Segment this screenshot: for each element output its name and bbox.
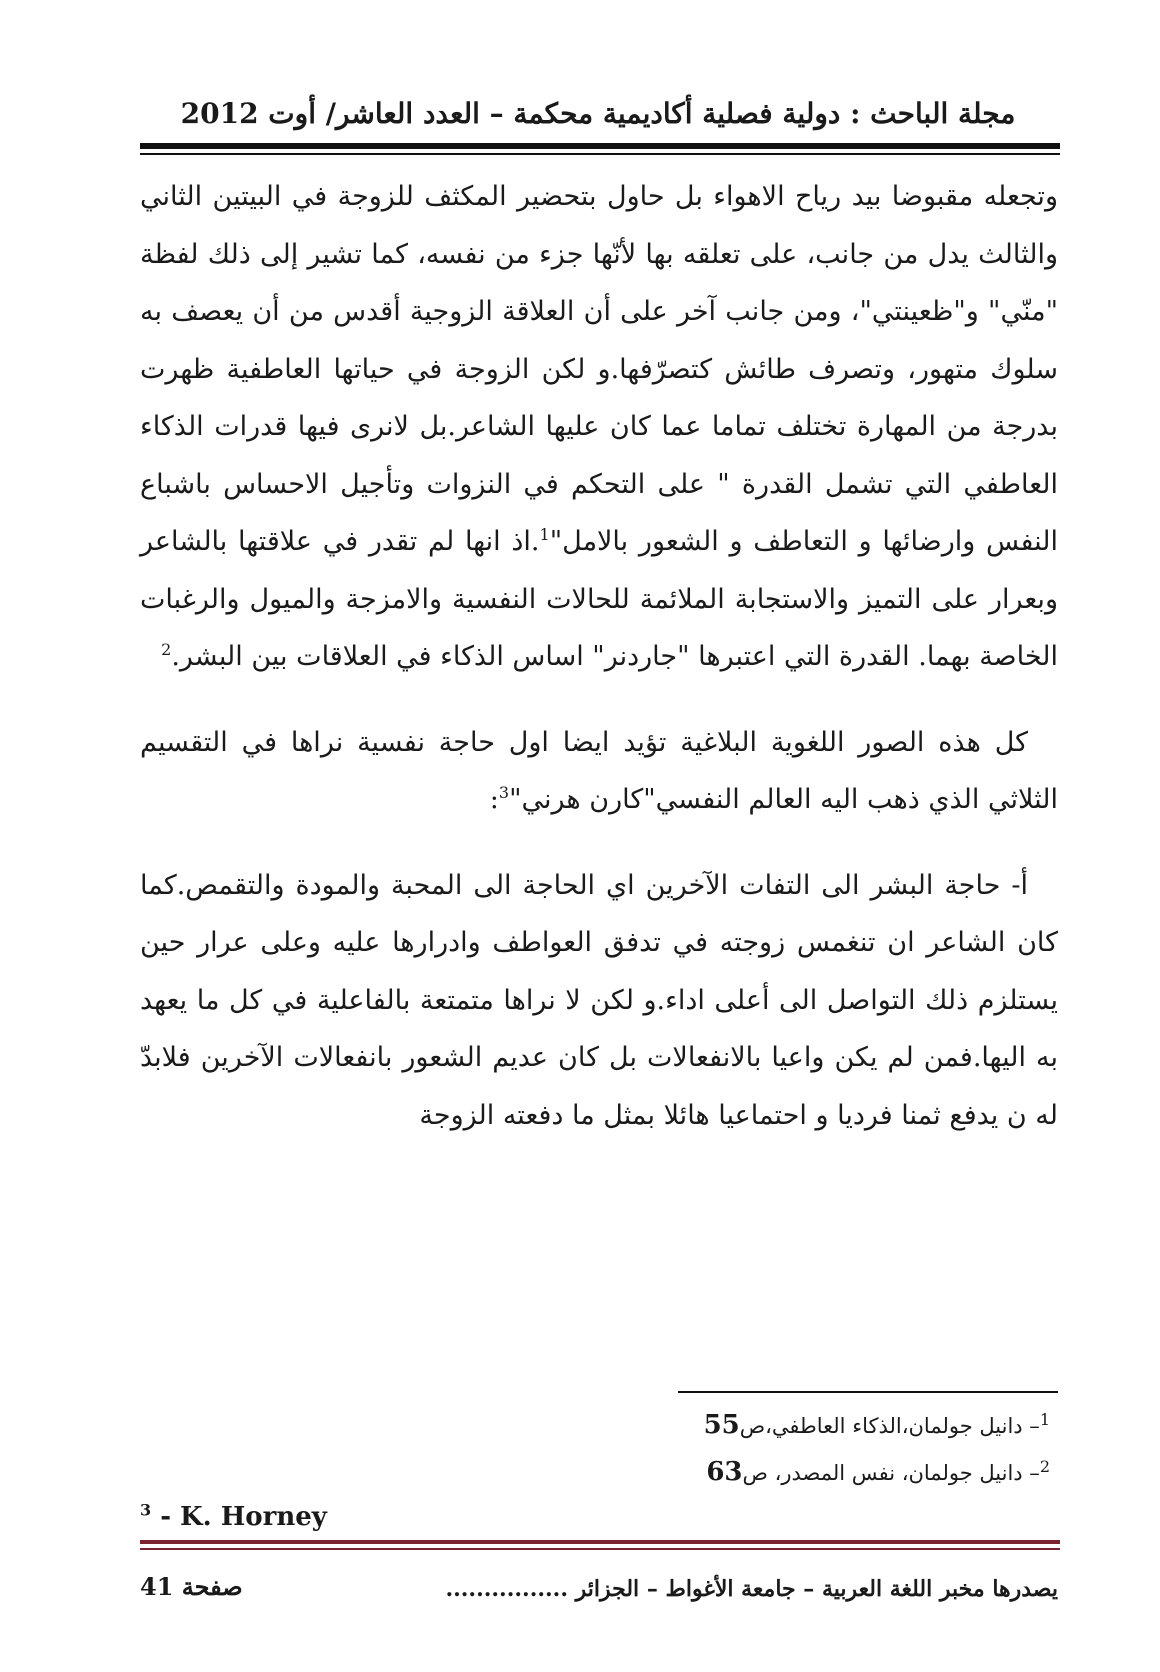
paragraph-2: [140, 714, 1058, 829]
paragraph-1-text: وتجعله مقبوضا بيد رياح الاهواء بل حاول بتحضير المكثف للزوجة في البيتين الثاني والثالث يدل من جانب، على تعلقه بها لأنّها جزء من نفسه، كما تشير إلى ذلك لفظة "منّي" و"ظعينتي"، ومن جانب آخر على أن العلاقة الزوجية أقدس من أن يعصف به سلوك متهور، وتصرف طائش كتصرّفها.و لكن الزوجة في حياتها العاطفية ظهرت بدرجة من المهارة تختلف تماما عما كان عليها الشاعر.بل لانرى فيها قدرات الذكاء العاطفي التي تشمل القدرة " على التحكم في النزوات وتأجيل الاحساس باشباع النفس وارضائها و التعاطف و الشعور بالامل": [140, 181, 1058, 557]
article-body: [140, 168, 1058, 1144]
footnote-1: [450, 1402, 1050, 1449]
footer-publisher: يصدرها مخبر اللغة العربية – جامعة الأغواط – الجزائر ................: [445, 1576, 1058, 1602]
footnote-separator: [678, 1391, 1058, 1393]
page-number: صفحة 41: [140, 1572, 243, 1601]
paragraph-3-text: أ- حاجة البشر الى التفات الآخرين اي الحاجة الى المحبة والمودة والتقمص.كما كان الشاعر ان تنغمس زوجته في تدفق العواطف وادرارها عليه وعلى عرار حين يستلزم ذلك التواصل الى أعلى اداء.و لكن لا نراها متمتعة بالفاعلية في كل ما يعهد به اليها.فمن لم يكن واعيا بالانفعالات بل كان عديم الشعور بانفعالات الآخرين فلابدّ له ن يدفع ثمنا فرديا و احتماعيا هائلا بمثل ما دفعته الزوجة: [140, 869, 1058, 1131]
paragraph-1: [140, 168, 1058, 686]
footnote-ref-1: 1: [539, 525, 550, 544]
footnote-ref-2: 2: [161, 640, 172, 659]
header-rule-thick: [140, 143, 1060, 149]
paragraph-2-end: :: [489, 784, 499, 815]
footer-rule-thin: [140, 1548, 1060, 1550]
paragraph-2-text: كل هذه الصور اللغوية البلاغية تؤيد ايضا اول حاجة نفسية نراها في التقسيم الثلاثي الذي ذهب اليه العالم النفسي"كارن هرني": [140, 726, 1058, 815]
footer-rule-thick: [140, 1540, 1060, 1544]
footnotes: [450, 1402, 1050, 1496]
footnote-2-text: – دانيل جولمان، نفس المصدر، ص: [742, 1461, 1040, 1485]
header-rule-thin: [140, 153, 1060, 155]
footnote-3: [140, 1500, 327, 1534]
footnote-ref-3: 3: [498, 783, 510, 802]
footnote-2-number: 2: [1039, 1457, 1050, 1476]
footnote-2: [450, 1449, 1050, 1496]
paragraph-1-continued: .اذ انها لم تقدر في علاقتها بالشاعر وبعرار على التميز والاستجابة الملائمة للحالات النفسية والامزجة والميول والرغبات الخاصة بهما. القدرة التي اعتبرها "جاردنر" اساس الذكاء في العلاقات بين البشر.: [140, 526, 1058, 672]
footnote-3-text: - K. Horney: [151, 1502, 327, 1532]
footnote-1-number: 1: [1039, 1410, 1050, 1429]
footnote-2-page: 63: [706, 1457, 743, 1487]
paragraph-3: [140, 857, 1058, 1145]
footnote-1-page: 55: [703, 1410, 740, 1440]
journal-header: مجلة الباحث : دولية فصلية أكاديمية محكمة – العدد العاشر/ أوت 2012: [180, 97, 1016, 130]
footnote-1-text: – دانيل جولمان،الذكاء العاطفي،ص: [739, 1414, 1040, 1438]
footnote-3-number: 3: [140, 1500, 152, 1520]
